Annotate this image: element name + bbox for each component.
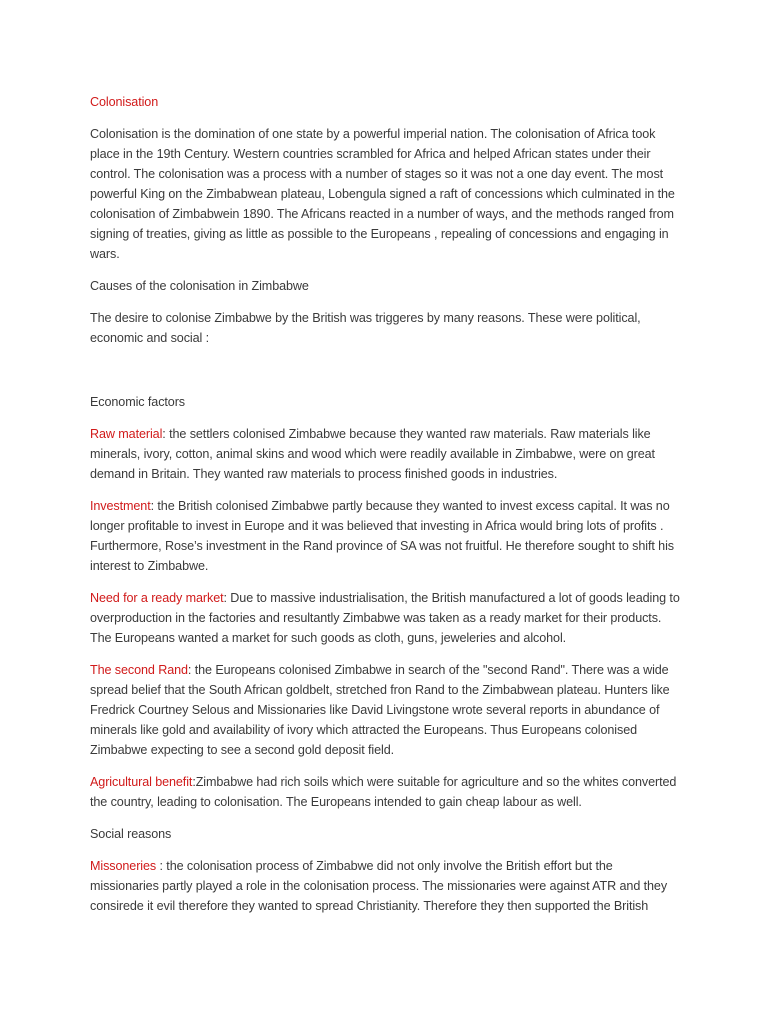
text-raw-material: : the settlers colonised Zimbabwe because they wanted raw materials. Raw materials like minerals, ivory, cotton, animal skins and wood which were readily available in Zimbabwe, were on great demand in Britain. They wanted raw materials to process finished goods in industries. [90, 427, 655, 481]
document-body [90, 92, 682, 928]
document-title: Colonisation [90, 95, 159, 109]
text-agricultural-benefit: :Zimbabwe had rich soils which were suitable for agriculture and so the whites converted the country, leading to colonisation. The Europeans intended to gain cheap labour as well. [90, 775, 677, 809]
economic-item-agricultural-benefit [90, 772, 682, 812]
term-ready-market: Need for a ready market [90, 591, 224, 605]
economic-item-ready-market [90, 588, 682, 648]
term-raw-material: Raw material [90, 427, 163, 441]
social-item-missoneries [90, 856, 682, 916]
text-second-rand: : the Europeans colonised Zimbabwe in search of the "second Rand". There was a wide spread belief that the South African goldbelt, stretched fron Rand to the Zimbabwean plateau. Hunters like Fredrick Courtney Selous and Missionaries like David Livingstone wrote several reports in abundance of minerals like gold and availability of ivory which attracted the Europeans. Thus Europeans colonised Zimbabwe expecting to see a second gold deposit field. [90, 663, 670, 757]
social-heading: Social reasons [90, 827, 172, 841]
causes-heading: Causes of the colonisation in Zimbabwe [90, 279, 309, 293]
text-missoneries: : the colonisation process of Zimbabwe did not only involve the British effort but the missionaries partly played a role in the colonisation process. The missionaries were against ATR and they consirede it evil therefore they wanted to spread Christianity. Therefore they then supported the British [90, 859, 668, 913]
term-agricultural-benefit: Agricultural benefit [90, 775, 193, 789]
text-ready-market: : Due to massive industrialisation, the British manufactured a lot of goods leading to overproduction in the factories and resultantly Zimbabwe was taken as a ready market for their products. The Europeans wanted a market for such goods as cloth, guns, jeweleries and alcohol. [90, 591, 680, 645]
economic-item-raw-material [90, 424, 682, 484]
text-investment: : the British colonised Zimbabwe partly because they wanted to invest excess capital. It was no longer profitable to invest in Europe and it was believed that investing in Africa would bring lots of profits . Furthermore, Rose’s investment in the Rand province of SA was not fruitful. He therefore sought to shift his interest to Zimbabwe. [90, 499, 674, 573]
term-investment: Investment [90, 499, 151, 513]
economic-item-investment [90, 496, 682, 576]
economic-item-second-rand [90, 660, 682, 760]
term-missoneries: Missoneries [90, 859, 157, 873]
blank-line [90, 360, 682, 392]
causes-intro-paragraph: The desire to colonise Zimbabwe by the British was triggeres by many reasons. These were political, economic and social : [90, 311, 641, 345]
term-second-rand: The second Rand [90, 663, 188, 677]
economic-heading: Economic factors [90, 395, 185, 409]
intro-paragraph: Colonisation is the domination of one state by a powerful imperial nation. The colonisation of Africa took place in the 19th Century. Western countries scrambled for Africa and helped African states under their control. The colonisation was a process with a number of stages so it was not a one day event. The most powerful King on the Zimbabwean plateau, Lobengula signed a raft of concessions which culminated in the colonisation of Zimbabwein 1890. The Africans reacted in a number of ways, and the methods ranged from signing of treaties, giving as little as possible to the Europeans , repealing of concessions and engaging in wars. [90, 127, 675, 261]
